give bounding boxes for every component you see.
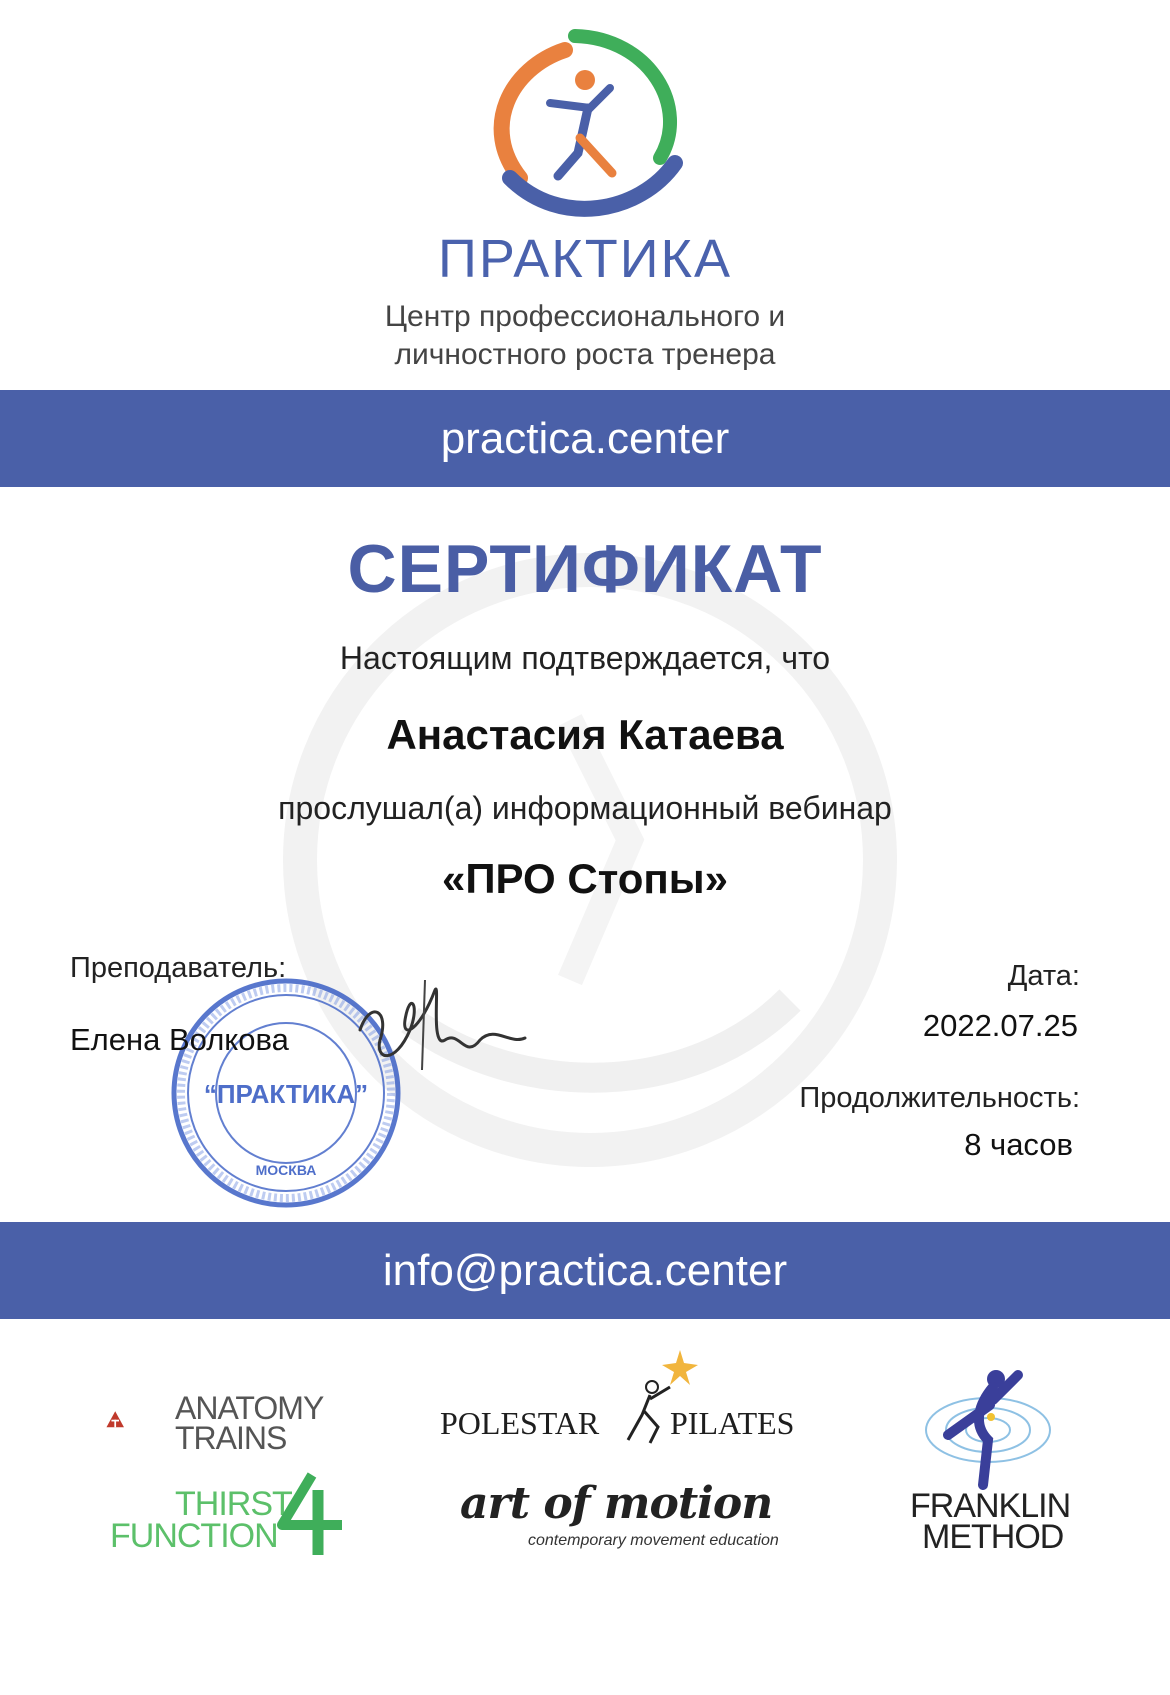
thirst-function-line2: FUNCTION <box>110 1517 278 1555</box>
duration-value: 8 часов <box>964 1127 1073 1162</box>
listened-text: прослушал(а) информационный вебинар <box>278 790 892 826</box>
confirm-text: Настоящим подтверждается, что <box>339 640 831 676</box>
course-title: «ПРО Стопы» <box>442 855 728 902</box>
polestar-text: POLESTAR <box>440 1405 600 1441</box>
brand-name: ПРАКТИКА <box>438 229 732 289</box>
franklin-line1: FRANKLIN <box>910 1487 1071 1525</box>
signature-icon <box>350 970 530 1090</box>
anatomy-trains-logo-icon <box>105 1385 175 1455</box>
email-link[interactable]: info@practica.center <box>382 1246 788 1295</box>
thirst-function-line1: THIRST <box>175 1485 292 1523</box>
thirst-four-icon <box>270 1470 350 1560</box>
stamp-city-text: МОСКВА <box>255 1162 317 1178</box>
certificate-title: СЕРТИФИКАТ <box>347 531 823 607</box>
recipient-name: Анастасия Катаева <box>386 711 784 758</box>
date-label: Дата: <box>1007 960 1080 992</box>
teacher-name: Елена Волкова <box>70 1022 289 1057</box>
anatomy-trains-line2: TRAINS <box>175 1420 287 1456</box>
website-link[interactable]: practica.center <box>440 414 730 463</box>
pilates-text: PILATES <box>670 1405 795 1441</box>
art-of-motion-subtitle: contemporary movement education <box>528 1532 779 1549</box>
date-value: 2022.07.25 <box>922 1008 1078 1043</box>
duration-label: Продолжительность: <box>799 1082 1080 1114</box>
brand-subtitle-line1: Центр профессионального и <box>384 300 786 333</box>
website-banner <box>0 390 1170 487</box>
franklin-line2: METHOD <box>922 1518 1064 1556</box>
stamp-center-text: “ПРАКТИКА” <box>203 1079 369 1109</box>
email-banner <box>0 1222 1170 1319</box>
art-of-motion-text: art of motion <box>460 1478 773 1529</box>
practika-logo-icon <box>480 28 690 218</box>
franklin-dancer-icon <box>918 1365 1058 1490</box>
brand-subtitle-line2: личностного роста тренера <box>394 338 776 371</box>
teacher-label: Преподаватель: <box>70 952 287 984</box>
anatomy-trains-line1: ANATOMY <box>175 1390 324 1426</box>
